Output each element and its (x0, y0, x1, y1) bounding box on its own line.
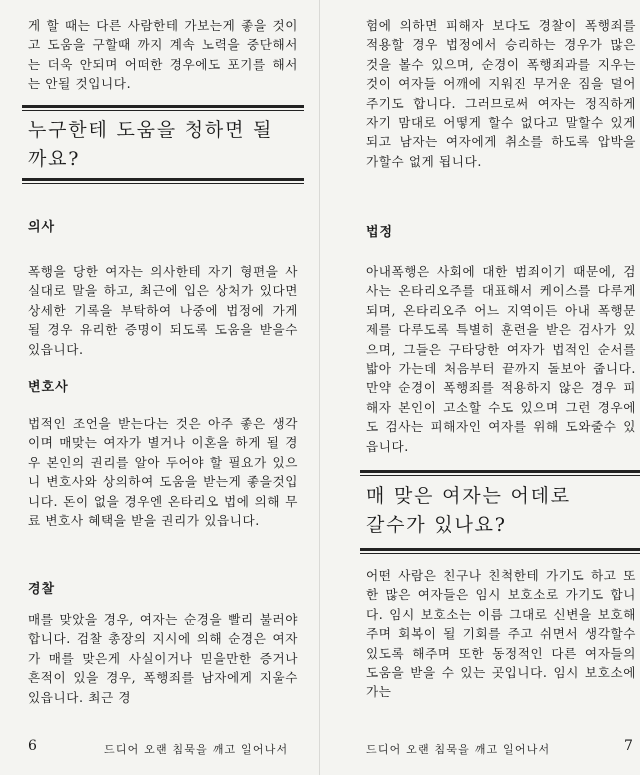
footer-title-right: 드디어 오랜 침묵을 깨고 일어나서 (366, 743, 551, 756)
subheading-police: 경찰 (28, 582, 56, 597)
police-paragraph: 매를 맞았을 경우, 여자는 순경을 빨리 불러야 합니다. 검찰 총장의 지시에 의해 순경은 여자가 매를 맞은게 사실이거나 믿을만한 증거나 흔적이 있을 경우, 폭행죄를 남자에게 지울수 있읍니다. 최근 경 (28, 612, 298, 705)
right-intro-text: 험에 의하면 피해자 보다도 경찰이 폭행죄를 적용할 경우 법정에서 승리하는 경우가 많은 것을 볼수 있으며, 순경이 폭행죄과를 지우는 것이 여자들 어깨에 지워진 무거운 짐을 덜어주기도 합니다. 그러므로써 여자는 정직하게 자기 맘대로 어떻게 할수 없다고 말할수 있게 되고 남자는 여자에게 취소를 하도록 압박을 가할수 없게 됩니다. (366, 18, 636, 169)
heading2-bottom-rule (360, 548, 640, 554)
lawyer-paragraph: 법적인 조언을 받는다는 것은 아주 좋은 생각이며 매맞는 여자가 별거나 이혼을 하게 될 경우 본인의 권리를 알아 두어야 할 필요가 있으니 변호사와 상의하여 도움을 받는게 좋을것입니다. 돈이 없을 경우엔 온타리오 법에 의해 무료 변호사 혜택을 받을 권리가 있읍니다. (28, 416, 298, 529)
heading2-top-rule (360, 470, 640, 476)
section-heading-who-to-ask: 누구한테 도움을 청하면 될까요? (28, 119, 274, 170)
shelter-paragraph: 어떤 사람은 친구나 친척한테 가기도 하고 또한 많은 여자들은 임시 보호소로 가기도 합니다. 임시 보호소는 이름 그대로 신변을 보호해 주며 회복이 될 기회를 주고 쉬면서 생각할수 있도록 해주며 또한 동정적인 다른 여자들의 도움을 받을 수 있는 곳입니다. 임시 보호소에 가는 (366, 568, 636, 700)
subheading-doctor: 의사 (28, 220, 56, 235)
section-heading-where-to-go: 매 맞은 여자는 어데로 갈수가 있나요? (366, 485, 571, 536)
subheading-court: 법정 (366, 225, 394, 240)
page-gutter (319, 0, 320, 775)
right-page (352, 0, 640, 775)
left-page (22, 0, 310, 775)
doctor-paragraph: 폭행을 당한 여자는 의사한테 자기 형편을 사실대로 말을 하고, 최근에 입은 상처가 있다면 상세한 기록을 부탁하여 나중에 법정에 가게 될 경우 유리한 증명이 되도록 도움을 받을수 있읍니다. (28, 264, 298, 357)
left-intro-text: 게 할 때는 다른 사람한테 가보는게 좋을 것이고 도움을 구할때 까지 계속 노력을 중단해서는 더욱 안되며 어떠한 경우에도 포기를 해서는 안될 것입니다. (28, 18, 298, 92)
subheading-lawyer: 변호사 (28, 380, 69, 395)
heading-top-rule (22, 105, 304, 111)
page-number-right: 7 (624, 738, 633, 754)
footer-title-left: 드디어 오랜 침묵을 깨고 일어나서 (104, 743, 289, 756)
page-number-left: 6 (28, 738, 37, 754)
court-paragraph: 아내폭행은 사회에 대한 범죄이기 때문에, 검사는 온타리오주를 대표해서 케이스를 다루게 되며, 온타리오주 어느 지역이든 아내 폭행문제를 다루도록 특별히 훈련을 받은 검사가 있으며, 그들은 구타당한 여자가 법적인 순서를 밟아 가는데 처음부터 끝까지 돌보아 줍니다. 만약 순경이 폭행죄를 적용하지 않은 경우 피해자 본인이 고소할 수도 있으며 그런 경우에도 검사는 피해자인 여자를 위해 도와줄수 있읍니다. (366, 264, 636, 454)
heading-bottom-rule (22, 178, 304, 184)
